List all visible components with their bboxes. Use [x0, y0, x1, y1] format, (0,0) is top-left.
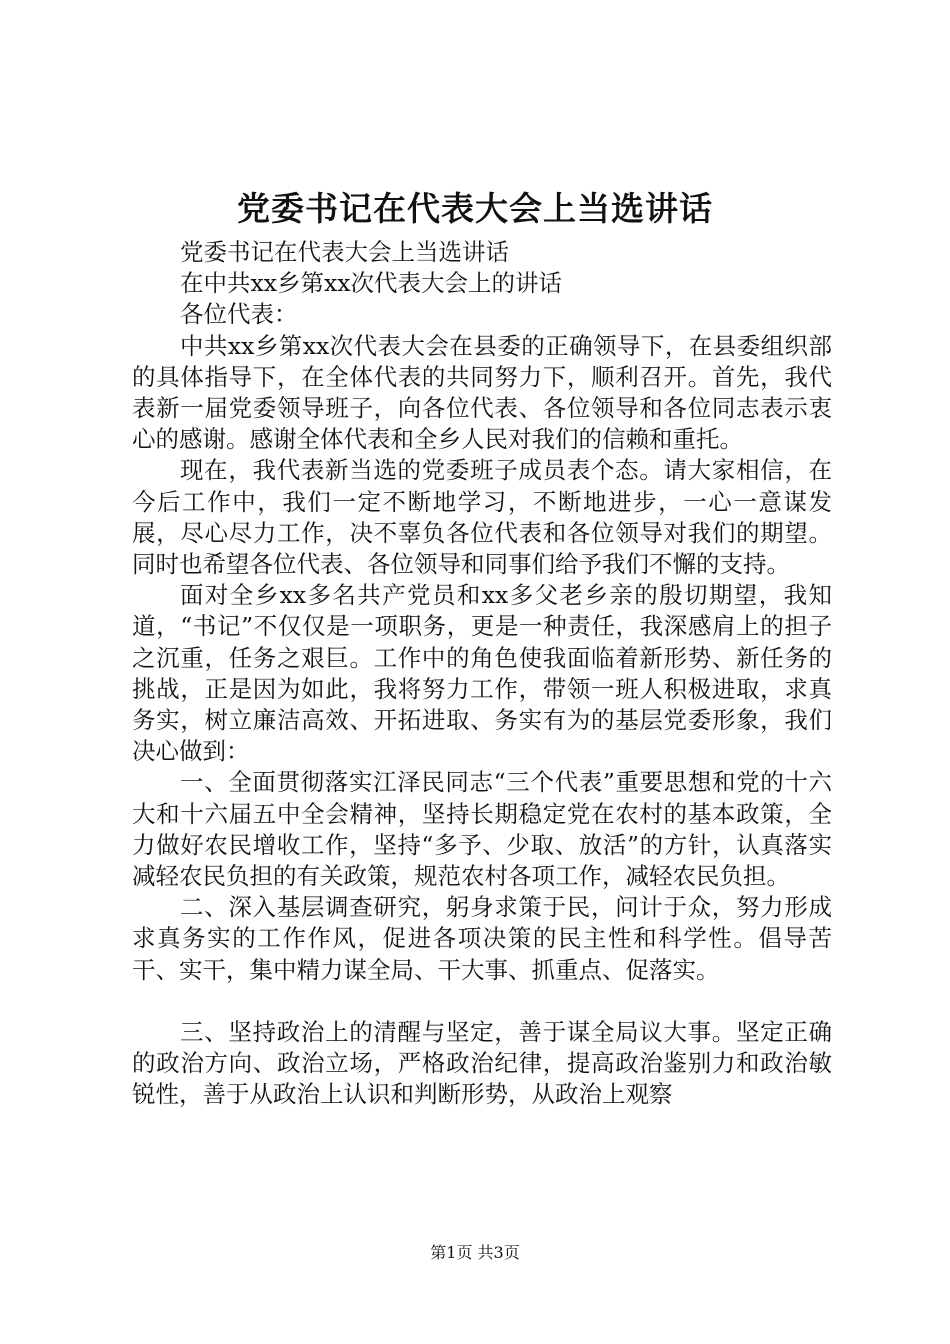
document-title: 党委书记在代表大会上当选讲话 [237, 189, 713, 228]
salutation-line: 各位代表： [180, 300, 298, 329]
paragraph-point-one: 一、全面贯彻落实江泽民同志“三个代表”重要思想和党的十六大和十六届五中全会精神，坚持长期稳定党在农村的基本政策，全力做好农民增收工作，坚持“多予、少取、放活”的方针，认真落实减轻农民负担的有关政策，规范农村各项工作，减轻农民负担。 [132, 768, 832, 891]
paragraph-point-two: 二、深入基层调查研究，躬身求策于民，问计于众，努力形成求真务实的工作作风，促进各项决策的民主性和科学性。倡导苦干、实干，集中精力谋全局、干大事、抓重点、促落实。 [132, 893, 832, 984]
blank-line [132, 986, 832, 1017]
paragraph-pledge: 现在，我代表新当选的党委班子成员表个态。请大家相信，在今后工作中，我们一定不断地学习，不断地进步，一心一意谋发展，尽心尽力工作，决不辜负各位代表和各位领导对我们的期望。同时也希望各位代表、各位领导和同事们给予我们不懈的支持。 [132, 456, 832, 579]
paragraph-expectations: 面对全乡xx多名共产党员和xx多父老乡亲的殷切期望，我知道，“书记”不仅仅是一项职务，更是一种责任，我深感肩上的担子之沉重，任务之艰巨。工作中的角色使我面临着新形势、新任务的挑战，正是因为如此，我将努力工作，带领一班人积极进取，求真务实，树立廉洁高效、开拓进取、务实有为的基层党委形象，我们决心做到： [132, 581, 832, 766]
paragraph-point-three: 三、坚持政治上的清醒与坚定，善于谋全局议大事。坚定正确的政治方向、政治立场，严格政治纪律，提高政治鉴别力和政治敏锐性，善于从政治上认识和判断形势，从政治上观察 [132, 1018, 832, 1109]
speech-occasion-line: 在中共xx乡第xx次代表大会上的讲话 [180, 269, 563, 298]
page-number-footer: 第1页 共3页 [430, 1243, 520, 1262]
document-body [132, 237, 832, 1111]
subtitle-line: 党委书记在代表大会上当选讲话 [180, 238, 509, 266]
paragraph-opening: 中共xx乡第xx次代表大会在县委的正确领导下，在县委组织部的具体指导下，在全体代表的共同努力下，顺利召开。首先，我代表新一届党委领导班子，向各位代表、各位领导和各位同志表示衷心的感谢。感谢全体代表和全乡人民对我们的信赖和重托。 [132, 331, 832, 454]
